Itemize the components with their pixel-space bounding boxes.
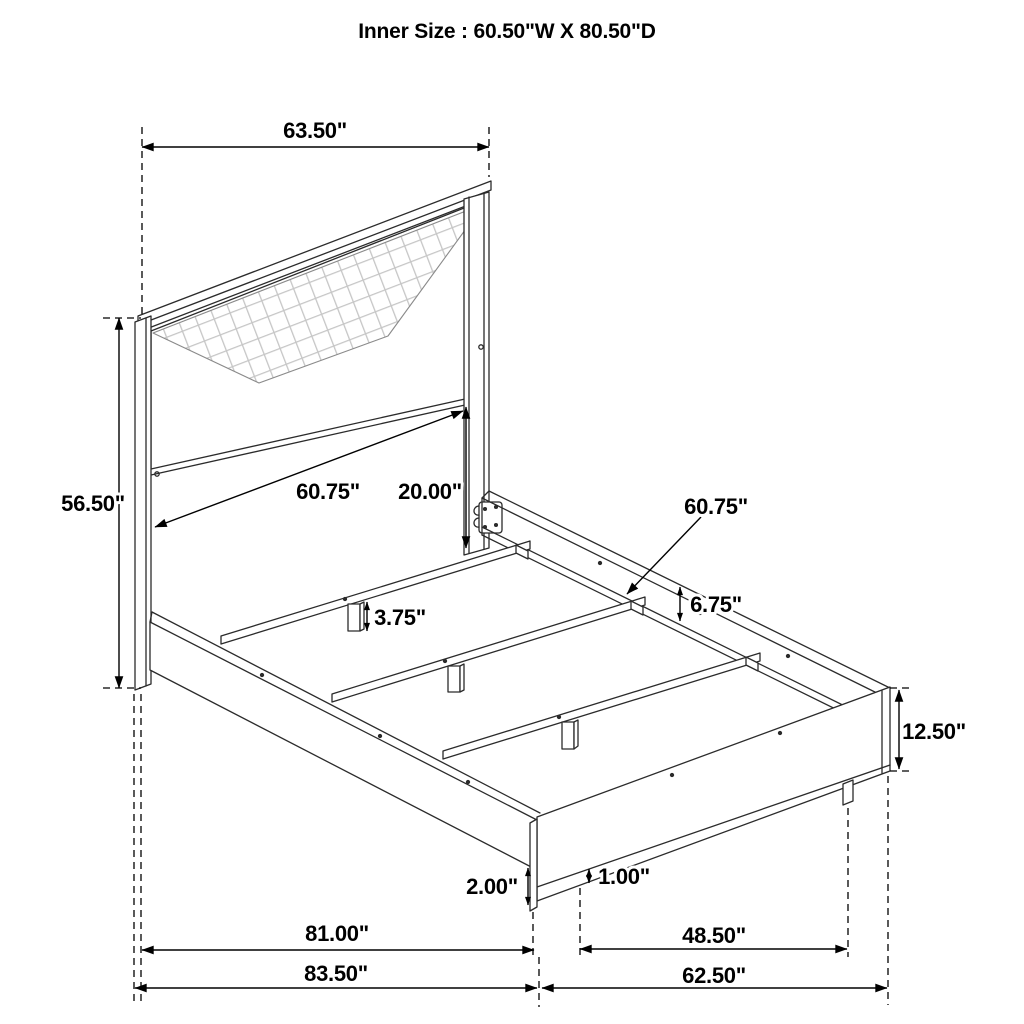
rail-screw-hole [261, 674, 264, 677]
dim-slat-length-leader [627, 517, 701, 594]
dim-headboard-height-label: 56.50" [61, 491, 125, 516]
far-rail-top-inner-edge [482, 498, 883, 696]
rail-screw-hole [599, 562, 602, 565]
footboard-right-foot [843, 780, 853, 805]
rail-screw-hole [787, 655, 790, 658]
footboard [530, 687, 890, 911]
headboard-left-leg [135, 316, 151, 690]
dim-floor-clearance-label: 2.00" [466, 874, 518, 899]
slat-3 [443, 653, 760, 759]
footboard-left-foot [530, 819, 537, 911]
footboard-screw-hole [779, 732, 782, 735]
dim-footboard-height-label: 12.50" [902, 719, 966, 744]
slat-support-leg-side [574, 720, 578, 749]
slat-support-leg-side [460, 664, 464, 692]
near-rail-top-inner-edge [152, 612, 540, 813]
dim-overall-width-label: 62.50" [682, 963, 746, 988]
dim-footboard-lip-label: 1.00" [598, 864, 650, 889]
slat-screw-hole [344, 598, 347, 601]
far-side-rail [482, 491, 890, 724]
dim-footboard-inner-width-label: 48.50" [682, 923, 746, 948]
slat-screw-hole [558, 716, 561, 719]
dim-slat-length-label: 60.75" [684, 494, 748, 519]
footboard-screw-hole [671, 774, 674, 777]
slat-support-leg-side [360, 602, 364, 631]
dim-headboard-panel-width-label: 60.75" [296, 479, 360, 504]
headboard-right-leg [464, 192, 489, 555]
slat-screw-hole [444, 660, 447, 663]
far-rail-slat-ledge-top [482, 527, 869, 718]
rail-screw-hole [379, 735, 382, 738]
page-title: Inner Size : 60.50"W X 80.50"D [358, 20, 656, 43]
rail-screw-hole [467, 781, 470, 784]
dim-headboard-width-label: 63.50" [283, 118, 347, 143]
slat-support-leg [562, 722, 574, 749]
far-rail-top-outer-edge [489, 491, 890, 688]
dim-inner-length-label: 81.00" [305, 921, 369, 946]
slat-support-leg [348, 604, 360, 631]
dim-overall-length-label: 83.50" [304, 961, 368, 986]
dim-rail-to-ledge-label: 6.75" [690, 592, 742, 617]
dim-panel-to-rail-height-label: 20.00" [398, 479, 462, 504]
slat-support-leg [448, 666, 460, 692]
dim-slat-leg-height-label: 3.75" [374, 605, 426, 630]
